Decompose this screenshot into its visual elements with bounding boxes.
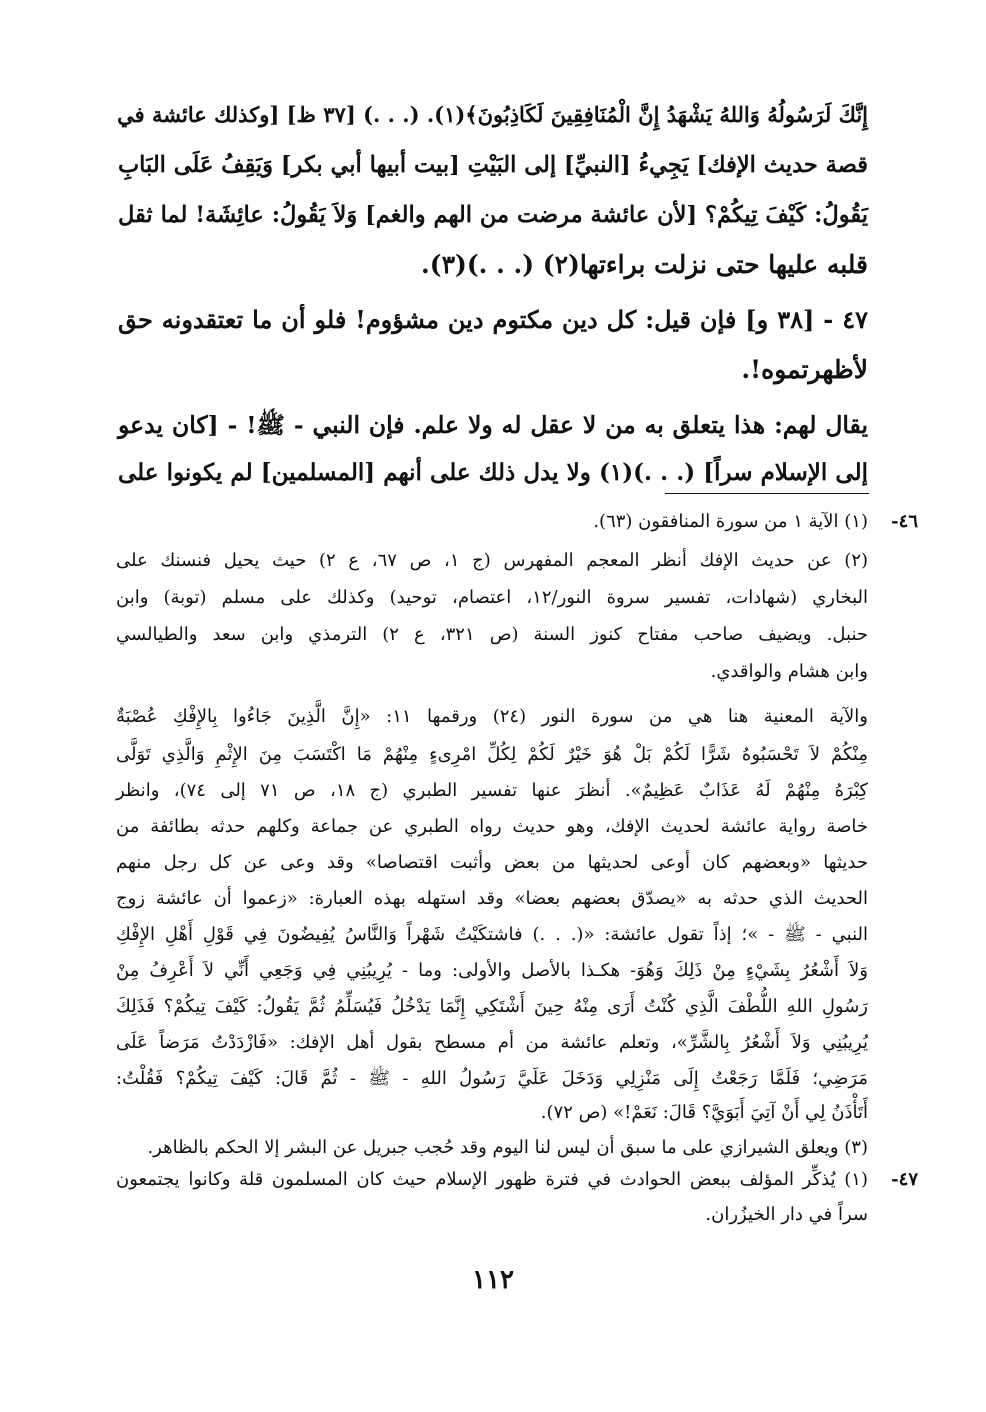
footnote-line: البخاري (شهادات، تفسير سروة النور/١٢، اعتصام، توحيد) وكذلك على مسلم (توبة) وابن — [116, 587, 869, 608]
footnote-group-47-label: ٤٧- — [891, 1169, 918, 1190]
body-line-5: ٤٧ - [٣٨ و] فإن قيل: كل دين مكتوم دين مشؤوم! فلو أن ما تعتقدونه حق — [118, 305, 868, 334]
footnote-line: وَلاَ أَشْعُرُ بِشَيْءٍ مِنْ ذَلِكَ وَهُوَ- هكـذا بالأصل والأولى: وما - يُرِيبُنِي فِي وَجَعِي أَنِّي لاَ أَعْرِفُ مِنْ — [116, 960, 868, 981]
body-line-7: يقال لهم: هذا يتعلق به من لا عقل له ولا علم. فإن النبي - ﷺ! - [كان يدعو — [118, 411, 868, 439]
body-line-4: قلبه عليها حتى نزلت براءتها(٢) (. . .)(٣). — [421, 250, 868, 279]
footnote-line: أَتَأْذَنُ لِي أَنْ آتِيَ أَبَوَيَّ؟ قَالَ: نَعَمْ!» (ص ٧٢). — [540, 1102, 868, 1123]
body-line-2: قصة حديث الإفك] يَجِيءُ [النبيِّ] إلى البَيْتِ [بيت أبيها أبي بكر] وَيَقِفُ عَلَى البَابِ — [118, 152, 868, 178]
footnote-line: والآية المعنية هنا هي من سورة النور (٢٤) ورقمها ١١: «إِنَّ الَّذِينَ جَاءُوا بِالإِفْكِ عُصْبَةٌ — [116, 706, 868, 727]
footnote-line: مَرَضِي؛ فَلَمَّا رَجَعْتُ إِلَى مَنْزِلِي وَدَخَلَ عَلَيَّ رَسُولُ اللهِ - ﷺ - ثُمَّ قَالَ: كَيْفَ تِيكُمْ؟ فَقُلْتُ: — [116, 1068, 868, 1089]
footnote-line: وابن هشام والواقدي. — [710, 661, 868, 682]
footnote-line: الحديث الذي حدثه به «يصدّق بعضهم بعضا» وقد استهله بهذه العبارة: «زعموا أن عائشة زوج — [116, 888, 868, 909]
footnote-line: مِنْكُمْ لاَ تَحْسَبُوهُ شَرًّا لَكُمْ بَلْ هُوَ خَيْرٌ لَكُمْ لِكُلِّ امْرِىءٍ مِنْهُمْ مَا اكْتَسَبَ مِنَ الإِثْمِ وَالَّذِي تَوَلَّى — [116, 744, 868, 765]
body-line-8: إلى الإسلام سراً] (. . .)(١) ولا يدل ذلك على أنهم [المسلمين] لم يكونوا على — [118, 459, 868, 486]
body-line-3: يَقُولُ: كَيْفَ تِيكُمْ؟ [لأن عائشة مرضت من الهم والغم] وَلاَ يَقُولُ: عائِشَة! لما ثقل — [118, 202, 868, 228]
footnote-line: كِبْرَهُ مِنْهُمْ لَهُ عَذَابٌ عَظِيمٌ». أنظرَ عنها تفسير الطبري (ج ١٨، ص ٧١ إلى ٧٤)، وانظر — [116, 780, 868, 801]
footnote-line: (٣) ويعلق الشيرازي على ما سبق أن ليس لنا اليوم وقد حُجب جبريل عن البشر إلا الحكم بالظاهر. — [147, 1137, 868, 1158]
page-number: ١١٢ — [472, 1265, 514, 1295]
footnote-line: يُرِيبُنِي وَلاَ أَشْعُرُ بِالشَّرِّ»، وتعلم عائشة من أم مسطح بقول أهل الإفك: «فَازْدَدْتُ مَرَضاً عَلَى — [116, 1032, 868, 1053]
body-line-1: إِنَّكَ لَرَسُولُهُ وَاللهُ يَشْهَدُ إِنَّ الْمُنَافِقِينَ لَكَاذِبُونَ﴾(١). (. . .) [٣٧ ظ] [وكذلك عائشة في — [117, 102, 868, 127]
footnote-line: خاصة رواية عائشة لحديث الإفك، وهو حديث رواه الطبري عن جماعة وكلهم حدثه بطائفة من — [116, 816, 868, 837]
footnote-line: (٢) عن حديث الإفك أنظر المعجم المفهرس (ج ١، ص ٦٧، ع ٢) حيث يحيل فنسنك على — [116, 550, 869, 571]
footnote-separator — [665, 493, 869, 494]
footnote-line: حنبل. ويضيف صاحب مفتاح كنوز السنة (ص ٣٢١، ع ٢) الترمذي وابن سعد والطيالسي — [116, 624, 869, 645]
footnote-line: النبي - ﷺ - »؛ إذاً تقول عائشة: «(. . .) فاشتكَيْتُ شَهْراً وَالنَّاسُ يُفِيضُونَ فِي قَوْلِ أَهْلِ الإِفْكِ — [116, 924, 868, 945]
footnote-group-46-label: ٤٦- — [891, 511, 918, 532]
footnote-line: (١) يُذكِّر المؤلف ببعض الحوادث في فترة ظهور الإسلام حيث كان المسلمون قلة وكانوا يجتمعون — [116, 1169, 868, 1190]
footnote-line: (١) الآية ١ من سورة المنافقون (٦٣). — [593, 511, 868, 532]
footnote-line: رَسُولِ اللهِ اللُّطْفَ الَّذِي كُنْتُ أَرَى مِنْهُ حِينَ أَشْتَكِي إِنَّمَا يَدْخُلُ فَيُسَلِّمُ ثُمَّ يَقُولُ: كَيْفَ تِيكُمْ؟ فَذَلِكَ — [116, 996, 868, 1017]
body-line-6: لأظهرتموه!. — [741, 355, 868, 384]
footnote-line: حديثها «وبعضهم كان أوعى لحديثها من بعض وأثبت اقتصاصا» وقد وعى عن كل رجل منهم — [116, 852, 868, 873]
footnote-line: سراً في دار الخيزُران. — [705, 1204, 868, 1225]
